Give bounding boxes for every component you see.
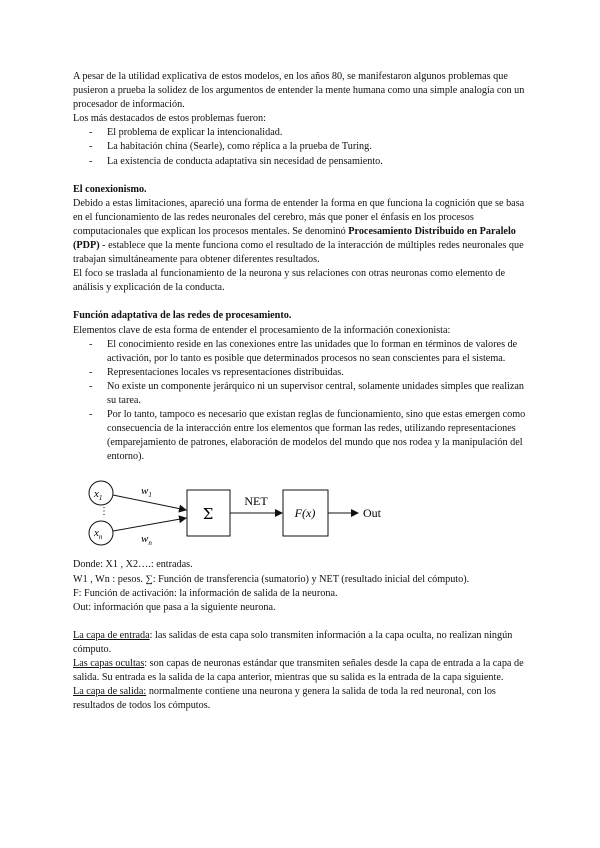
neuron-diagram-svg bbox=[83, 474, 413, 554]
connection-wn bbox=[113, 518, 186, 531]
legend-line: Donde: X1 , X2….: entradas. bbox=[73, 559, 193, 571]
layer-term: La capa de salida: bbox=[73, 686, 147, 698]
activation-label: F(x) bbox=[294, 506, 316, 521]
problems-lead: Los más destacados de estos problemas fueron: bbox=[73, 113, 266, 125]
conexionismo-text-a: Debido a estas limitaciones, apareció una forma de entender la forma en que funciona la cognición que se basa en el funcionamiento de las redes neuronales del cerebro, más que poner el énfasis en los procesos computacionales que explican los procesos mentales. Se denominó bbox=[73, 197, 525, 237]
neuron-diagram bbox=[73, 474, 533, 554]
input-ellipsis: ⋮ bbox=[99, 506, 109, 518]
layer-output-paragraph bbox=[73, 685, 533, 713]
section-title-conexionismo: El conexionismo. bbox=[73, 183, 147, 195]
section-title-funcion: Función adaptativa de las redes de procesamiento. bbox=[73, 310, 292, 322]
elements-list bbox=[73, 338, 533, 465]
layer-description: : las salidas de esta capa solo transmiten información a la capa oculta, no realizan ningún cómputo. bbox=[73, 629, 513, 655]
list-item: - Representaciones locales vs representaciones distribuidas. bbox=[73, 366, 533, 380]
list-item: - El problema de explicar la intencionalidad. bbox=[73, 126, 533, 140]
legend-line: W1 , Wn : pesos. ∑: Función de transferencia (sumatorio) y NET (resultado inicial del cómputo). bbox=[73, 573, 470, 585]
layer-term: Las capas ocultas bbox=[73, 658, 145, 669]
legend-line: Out: información que pasa a la siguiente neurona. bbox=[73, 601, 276, 613]
layer-description: : son capas de neuronas estándar que transmiten señales desde la capa de entrada a la capa de salida. Su entrada es la salida de la capa anterior, mientras que su salida es la entrada de la capa siguiente. bbox=[73, 658, 524, 684]
list-item: - No existe un componente jerárquico ni un supervisor central, solamente unidades simples que realizan su tarea. bbox=[73, 380, 533, 408]
problems-list bbox=[73, 126, 533, 168]
list-item: - Por lo tanto, tampoco es necesario que existan reglas de funcionamiento, sino que estas emergen como consecuencia de la interacción entre los elementos que forman las redes, utilizando representaciones (emparejamiento de patrones, elaboración de modelos del mundo que nos rodea y la manipulación del entorno). bbox=[73, 408, 533, 464]
out-label: Out bbox=[363, 506, 381, 521]
weight-label-wn: $w_n$ bbox=[141, 533, 152, 548]
funcion-lead: Elementos clave de esta forma de entender el procesamiento de la información conexionista: bbox=[73, 324, 451, 336]
net-label: NET bbox=[244, 494, 268, 509]
weight-label-w1: $w_1$ bbox=[141, 485, 152, 500]
layer-input-paragraph bbox=[73, 629, 533, 657]
list-item: - El conocimiento reside en las conexiones entre las unidades que lo forman en términos de valores de activación, por lo tanto es posible que determinados procesos no sean conscientes para el sistema. bbox=[73, 338, 533, 366]
list-item: - La habitación china (Searle), como réplica a la prueba de Turing. bbox=[73, 140, 533, 154]
conexionismo-paragraph bbox=[73, 197, 533, 267]
conexionismo-text-b: - establece que la mente funciona como el resultado de la interacción de múltiples redes neuronales que trabajan simultáneamente para obtener diferentes resultados. bbox=[73, 240, 524, 266]
input-label-x1: $x_1$ bbox=[94, 488, 103, 503]
document-page bbox=[73, 70, 533, 713]
intro-paragraph: A pesar de la utilidad explicativa de estos modelos, en los años 80, se manifestaron algunos problemas que pusieron a prueba la solidez de los argumentos de entender la mente humana como una simple analogía con un procesador de información. bbox=[73, 71, 525, 111]
conexionismo-paragraph-2: El foco se traslada al funcionamiento de la neurona y sus relaciones con otras neuronas como elemento de análisis y explicación de la conducta. bbox=[73, 268, 505, 294]
legend-line: F: Función de activación: la información de salida de la neurona. bbox=[73, 587, 338, 599]
list-item: - La existencia de conducta adaptativa sin necesidad de pensamiento. bbox=[73, 155, 533, 169]
layer-term: La capa de entrada bbox=[73, 629, 150, 641]
layer-description: normalmente contiene una neurona y genera la salida de toda la red neuronal, con los resultados de todos los cómputos. bbox=[73, 686, 496, 712]
pdp-term: Procesamiento Distribuido en Paralelo (PDP) bbox=[73, 225, 516, 252]
input-label-xn: $x_n$ bbox=[94, 527, 103, 542]
layer-hidden-paragraph bbox=[73, 657, 533, 685]
sum-symbol: Σ bbox=[202, 505, 214, 524]
